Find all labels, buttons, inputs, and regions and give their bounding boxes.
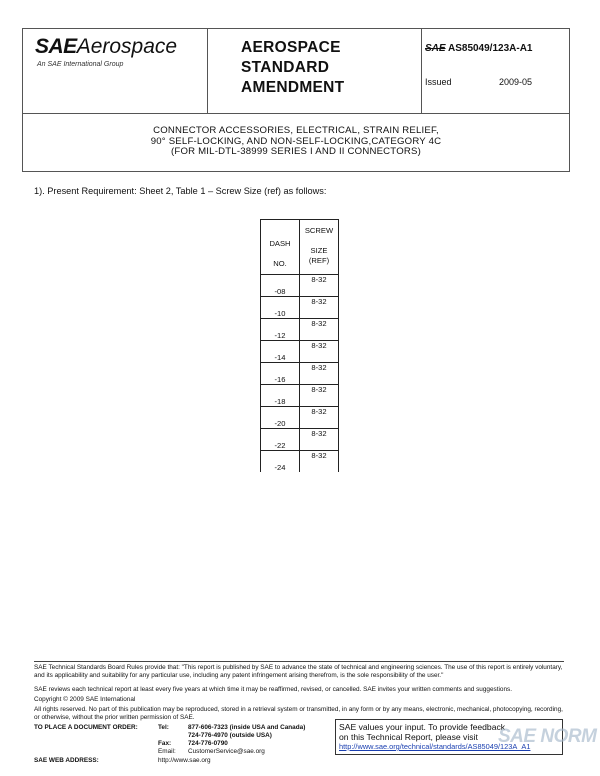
screw-size-cell: 8-32	[300, 363, 339, 385]
logo-subtitle: An SAE International Group	[37, 61, 124, 68]
dash-no-cell: -16	[261, 363, 300, 385]
table-row	[261, 319, 339, 341]
subject-box	[22, 114, 570, 172]
feedback-line-1: SAE values your input. To provide feedback	[339, 722, 506, 732]
title-line-3: AMENDMENT	[241, 79, 345, 96]
dash-no-cell: -14	[261, 341, 300, 363]
email-label: Email:	[158, 748, 176, 755]
screw-size-cell: 8-32	[300, 407, 339, 429]
screw-size-cell: 8-32	[300, 297, 339, 319]
feedback-line-2: on this Technical Report, please visit	[339, 732, 478, 742]
sae-norm-watermark: SAE NORM	[498, 726, 597, 747]
logo-cell	[23, 29, 208, 113]
table-row	[261, 341, 339, 363]
footer-review-note: SAE reviews each technical report at least every five years at which time it may be reaffirmed, revised, or cancelled. SAE invites your written comments and suggestions.	[34, 686, 512, 693]
email-link[interactable]: CustomerService@sae.org	[188, 748, 265, 755]
screw-size-cell: 8-32	[300, 319, 339, 341]
screw-size-cell: 8-32	[300, 275, 339, 297]
footer-disclaimer: SAE Technical Standards Board Rules provide that: "This report is published by SAE to advance the state of technical and engineering sciences. The use of this report is entirely voluntary, and its applicability and suitability for any particular use, including any patent infringement arising therefrom, is the sole responsibility of the user."	[34, 664, 563, 679]
screw-size-header: SCREW SIZE (REF)	[300, 220, 339, 275]
dash-no-header: DASH NO.	[261, 220, 300, 275]
table-row	[261, 385, 339, 407]
present-requirement: 1). Present Requirement: Sheet 2, Table 1 – Screw Size (ref) as follows:	[34, 186, 327, 196]
title-line-1: AEROSPACE	[241, 39, 341, 56]
header-box	[22, 28, 570, 114]
dash-no-cell: -10	[261, 297, 300, 319]
title-cell	[207, 29, 422, 113]
table-row	[261, 407, 339, 429]
footer-rule	[34, 661, 564, 662]
subject-line-2: 90° SELF-LOCKING, AND NON-SELF-LOCKING,CATEGORY 4C	[150, 135, 442, 147]
table-row	[261, 297, 339, 319]
dash-no-cell: -24	[261, 451, 300, 473]
order-label: TO PLACE A DOCUMENT ORDER:	[34, 724, 138, 731]
document-number: SAE AS85049/123A-A1	[425, 43, 533, 54]
tel-value: 877-606-7323 (inside USA and Canada)	[188, 724, 306, 731]
dash-no-cell: -22	[261, 429, 300, 451]
table-row	[261, 363, 339, 385]
web-link[interactable]: http://www.sae.org	[158, 757, 211, 764]
title-line-2: STANDARD	[241, 59, 330, 76]
table-row	[261, 429, 339, 451]
dash-no-cell: -20	[261, 407, 300, 429]
feedback-url-link[interactable]: http://www.sae.org/technical/standards/AS85049/123A_A1	[339, 742, 531, 751]
issued-label: Issued	[425, 77, 452, 87]
doc-info-cell	[421, 29, 569, 113]
screw-size-cell: 8-32	[300, 341, 339, 363]
subject-line-1: CONNECTOR ACCESSORIES, ELECTRICAL, STRAIN RELIEF,	[153, 125, 439, 136]
footer-rights: All rights reserved. No part of this publication may be reproduced, stored in a retrieval system or transmitted, in any form or by any means, electronic, mechanical, photocopying, recording, or otherwise, without the prior written permission of SAE.	[34, 706, 563, 721]
table-row	[261, 451, 339, 473]
table-row	[261, 275, 339, 297]
tel-label: Tel:	[158, 724, 169, 731]
web-label: SAE WEB ADDRESS:	[34, 757, 99, 764]
sae-aerospace-logo: SAEAerospace	[35, 35, 178, 58]
screw-size-cell: 8-32	[300, 385, 339, 407]
dash-no-cell: -18	[261, 385, 300, 407]
screw-size-table	[260, 219, 339, 472]
dash-no-cell: -12	[261, 319, 300, 341]
issued-date: 2009-05	[499, 77, 533, 87]
fax-label: Fax:	[158, 740, 172, 747]
screw-size-cell: 8-32	[300, 429, 339, 451]
footer-copyright: Copyright © 2009 SAE International	[34, 696, 136, 703]
fax-value: 724-776-0790	[188, 740, 228, 747]
screw-size-cell: 8-32	[300, 451, 339, 473]
subject-line-3: (FOR MIL-DTL-38999 SERIES I AND II CONNECTORS)	[171, 146, 421, 158]
tel2-value: 724-776-4970 (outside USA)	[188, 732, 272, 739]
dash-no-cell: -08	[261, 275, 300, 297]
